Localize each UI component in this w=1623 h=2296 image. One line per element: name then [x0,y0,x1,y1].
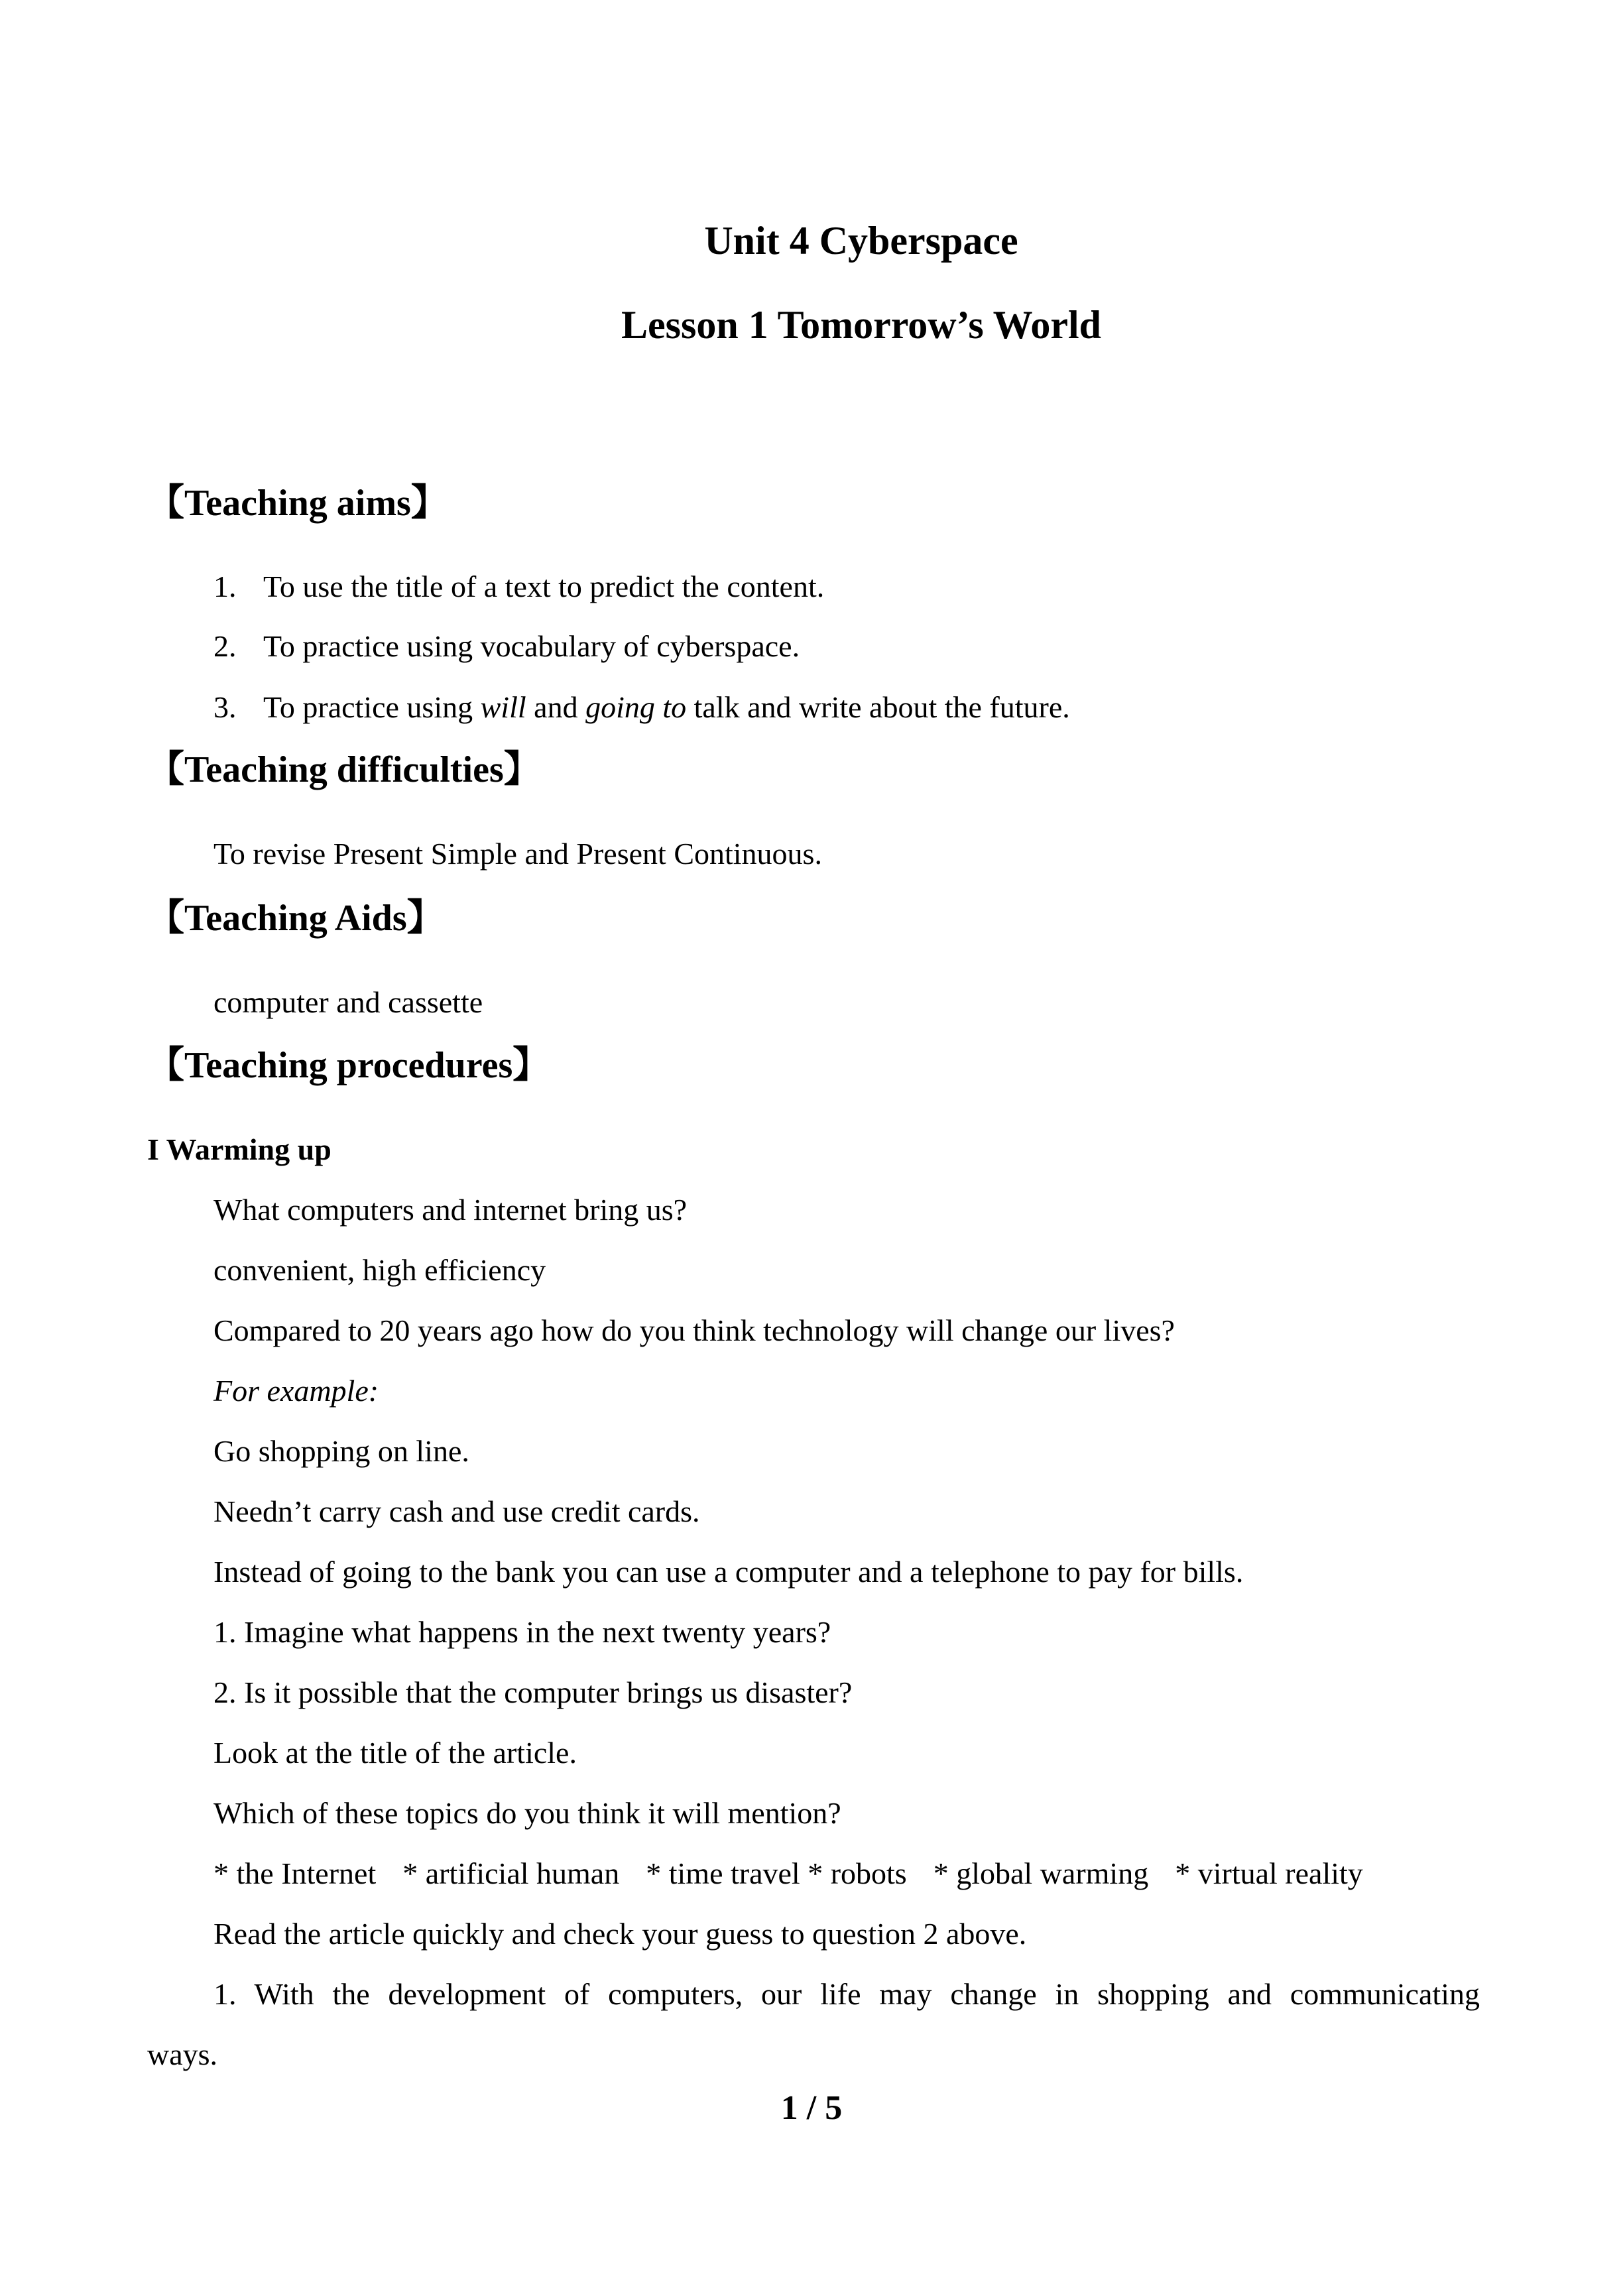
procedure-line: Which of these topics do you think it will mention? [213,1796,841,1830]
aim-text: To use the title of a text to predict the content. [263,570,825,603]
teaching-aims-heading: 【Teaching aims】 [147,483,448,524]
aim-item-3 [213,688,1070,727]
aim-number: 3. [213,690,237,724]
aids-text: computer and cassette [213,985,483,1019]
procedure-line: 2. Is it possible that the computer brings us disaster? [213,1675,853,1709]
topic-item: * the Internet [213,1856,377,1890]
teaching-aids-heading: 【Teaching Aids】 [147,898,444,939]
aim-item-2 [213,627,800,666]
procedure-line: Go shopping on line. [213,1434,469,1468]
lesson-title: Lesson 1 Tomorrow’s World [621,303,1101,347]
procedure-line: convenient, high efficiency [213,1253,546,1287]
topic-item: * artificial human [402,1856,620,1890]
warming-up-subheading: I Warming up [147,1132,331,1166]
aim-text: To practice using vocabulary of cyberspace. [263,629,800,663]
paragraph-start: 1. With the development of computers, our life may change in shopping and communicating [213,1977,1480,2011]
paragraph-end: ways. [147,2037,218,2071]
procedure-line: Needn’t carry cash and use credit cards. [213,1494,700,1528]
topic-item: * global warming [933,1856,1149,1890]
procedure-line: Read the article quickly and check your guess to question 2 above. [213,1917,1027,1951]
procedure-line: Look at the title of the article. [213,1736,577,1770]
teaching-difficulties-heading: 【Teaching difficulties】 [147,749,541,790]
difficulties-text: To revise Present Simple and Present Continuous. [213,837,822,871]
procedure-line-example: For example: [213,1374,379,1408]
aim-text-will: will [480,690,526,724]
aim-text-pre: To practice using [263,690,481,724]
page-number: 1 / 5 [780,2089,843,2127]
procedure-line: What computers and internet bring us? [213,1193,688,1227]
procedure-line: Instead of going to the bank you can use a computer and a telephone to pay for bills. [213,1555,1244,1589]
aim-text-post: talk and write about the future. [686,690,1070,724]
procedure-line: 1. Imagine what happens in the next twenty years? [213,1615,831,1649]
aim-text-and: and [526,690,586,724]
topic-item: * virtual reality [1175,1856,1363,1890]
procedure-line: Compared to 20 years ago how do you think technology will change our lives? [213,1313,1175,1347]
topics-line [213,1854,1363,1894]
topic-item: * time travel * robots [646,1856,907,1890]
teaching-procedures-heading: 【Teaching procedures】 [147,1045,550,1086]
aim-item-1 [213,567,824,607]
unit-title: Unit 4 Cyberspace [704,219,1018,263]
aim-number: 2. [213,629,237,663]
aim-number: 1. [213,570,237,603]
aim-text-going-to: going to [585,690,687,724]
